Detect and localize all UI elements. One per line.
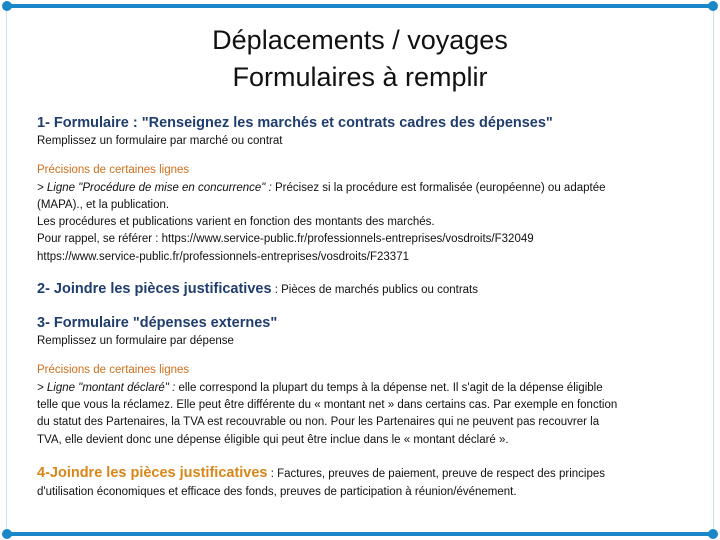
spacer bbox=[37, 449, 687, 464]
top-accent-bar bbox=[7, 4, 713, 8]
top-left-bar-cap bbox=[2, 1, 12, 11]
section-1-detail-2: Pour rappel, se référer : https://www.service-public.fr/professionnels-entreprises/vosdroits/F32049 bbox=[37, 233, 534, 246]
section-1-detail-3: https://www.service-public.fr/professionnels-entreprises/vosdroits/F23371 bbox=[37, 250, 409, 263]
title-line-1: Déplacements / voyages bbox=[212, 25, 508, 55]
section-3-line-3: du statut des Partenaires, la TVA est recouvrable ou non. Pour les Partenaires qui ne peuvent pas recouvrer la bbox=[37, 416, 600, 429]
spacer bbox=[37, 350, 687, 362]
spacer bbox=[37, 266, 687, 280]
section-3-precisions-label: Précisions de certaines lignes bbox=[37, 364, 190, 377]
section-4-heading bbox=[37, 464, 687, 484]
section-2-inline-text: : Pièces de marchés publics ou contrats bbox=[271, 284, 478, 297]
section-1-heading: 1- Formulaire : "Renseignez les marchés et contrats cadres des dépenses" bbox=[37, 115, 553, 131]
section-3-text: Remplissez un formulaire par dépense bbox=[37, 335, 234, 348]
bottom-right-bar-cap bbox=[708, 529, 718, 539]
section-3-heading: 3- Formulaire "dépenses externes" bbox=[37, 315, 278, 332]
section-3-line-text: elle correspond la plupart du temps à la dépense net. Il s'agit de la dépense éligible bbox=[175, 381, 603, 394]
top-right-bar-cap bbox=[708, 1, 718, 11]
section-3-line-note bbox=[37, 380, 687, 397]
section-2-heading-text: 2- Joindre les pièces justificatives bbox=[37, 281, 272, 298]
section-2-heading bbox=[37, 280, 687, 300]
slide-content bbox=[37, 114, 687, 501]
slide-title bbox=[0, 22, 720, 96]
section-4-line-2: d'utilisation économiques et efficace des fonds, preuves de participation à réunion/événement. bbox=[37, 485, 517, 498]
section-1-text: Remplissez un formulaire par marché ou contrat bbox=[37, 135, 283, 147]
spacer bbox=[37, 300, 687, 314]
title-line-2: Formulaires à remplir bbox=[232, 62, 488, 92]
section-1-detail-1: Les procédures et publications varient en fonction des montants des marchés. bbox=[37, 216, 435, 229]
section-1-line-text: Précisez si la procédure est formalisée (européenne) ou adaptée bbox=[271, 181, 606, 194]
bottom-accent-bar bbox=[7, 532, 713, 536]
section-3-line-2: telle que vous la réclamez. Elle peut être différente du « montant net » dans certains cas. Par exemple en fonction bbox=[37, 398, 618, 411]
bottom-left-bar-cap bbox=[2, 529, 12, 539]
spacer bbox=[37, 150, 687, 162]
section-3-line-4: TVA, elle devient donc une dépense éligible qui peut être inclue dans le « montant déclaré ». bbox=[37, 433, 509, 446]
section-1-line-label: > Ligne "Procédure de mise en concurrence" : bbox=[37, 181, 272, 194]
section-1-line-note bbox=[37, 180, 687, 197]
section-4-heading-text: 4-Joindre les pièces justificatives bbox=[37, 464, 268, 481]
section-3-line-label: > Ligne "montant déclaré" : bbox=[37, 381, 176, 394]
section-1-precisions-label: Précisions de certaines lignes bbox=[37, 164, 190, 177]
section-1-line-text-2: (MAPA)., et la publication. bbox=[37, 198, 170, 211]
section-4-inline-text: : Factures, preuves de paiement, preuve de respect des principes bbox=[267, 467, 606, 480]
